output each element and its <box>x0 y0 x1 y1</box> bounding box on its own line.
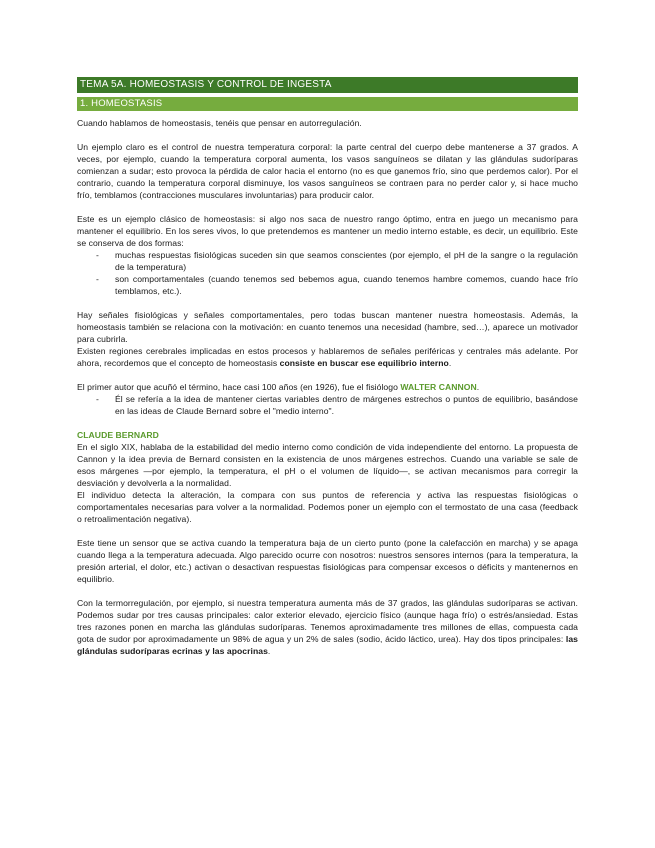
paragraph-signals: Hay señales fisiológicas y señales comportamentales, pero todas buscan mantener nuestra homeostasis. Además, la homeostasis también se relaciona con la motivación: en cuanto tenemos una necesidad (hambre, sed…), aparece un motivador para cubrirla. <box>77 310 578 344</box>
paragraph-bernard: En el siglo XIX, hablaba de la estabilidad del medio interno como condición de vida independiente del entorno. La propuesta de Cannon y la idea previa de Bernard consisten en la existencia de unos márgenes estrechos. Cuando una variable se sale de esos márgenes —por ejemplo, la temperatura, el pH o el volumen de líquido—, se activan mecanismos para corregir la desviación y devolverla a la normalidad. <box>77 442 578 488</box>
paragraph-individual: El individuo detecta la alteración, la compara con sus puntos de referencia y activa las respuestas fisiológicas o comportamentales necesarias para volver a la normalidad. Podemos poner un ejemplo con el termostato de una casa (feedback o retroalimentación negativa). <box>77 490 578 524</box>
list-cannon <box>77 393 578 417</box>
paragraph-thermoregulation: Con la termorregulación, por ejemplo, si nuestra temperatura aumenta más de 37 grados, las glándulas sudoríparas se activan. Podemos sudar por tres causas principales: calor exterior elevado, ejercicio físico (aunque haga frío) o estrés/ansiedad. Estas tres razones ponen en marcha las glándulas sudoríparas. Tenemos aproximadamente tres millones de ellas, compuesta cada gota de sudor por aproximadamente un 98% de agua y un 2% de sales (sodio, ácido láctico, urea). Hay dos tipos principales: las glándulas sudoríparas ecrinas y las apocrinas. <box>77 598 578 656</box>
bold-phrase: consiste en buscar ese equilibrio interno <box>279 358 449 368</box>
paragraph-intro: Cuando hablamos de homeostasis, tenéis que pensar en autorregulación. <box>77 118 362 128</box>
author-name: WALTER CANNON <box>400 382 477 392</box>
subheading-claude-bernard: CLAUDE BERNARD <box>77 430 159 440</box>
paragraph-thermostat: Este tiene un sensor que se activa cuando la temperatura baja de un cierto punto (pone la calefacción en marcha) y se apaga cuando llega a la temperatura adecuada. Algo parecido ocurre con nosotros: nuestros sensores internos (para la temperatura, la presión arterial, el dolor, etc.) activan o desactivan respuestas fisiológicas para compensar excesos o déficits y mantenernos en equilibrio. <box>77 538 578 584</box>
list-item: - muchas respuestas fisiológicas suceden sin que seamos conscientes (por ejemplo, el pH de la sangre o la regulación de la temperatura) <box>77 249 578 273</box>
section-heading-homeostasis: 1. HOMEOSTASIS <box>77 97 578 111</box>
document-content <box>77 77 578 657</box>
paragraph-brain-regions: Existen regiones cerebrales implicadas en estos procesos y hablaremos de señales periféricas y centrales más adelante. Por ahora, recordemos que el concepto de homeostasis consiste en buscar ese equilibrio interno. <box>77 346 578 368</box>
list-item: - son comportamentales (cuando tenemos sed bebemos agua, cuando tenemos hambre comemos, cuando hace frío temblamos, etc.). <box>77 273 578 297</box>
list-item: - Él se refería a la idea de mantener ciertas variables dentro de márgenes estrechos o puntos de equilibrio, basándose en las ideas de Claude Bernard sobre el "medio interno". <box>77 393 578 417</box>
paragraph-temperature: Un ejemplo claro es el control de nuestra temperatura corporal: la parte central del cuerpo debe mantenerse a 37 grados. A veces, por ejemplo, cuando la temperatura corporal aumenta, los vasos sanguíneos se dilatan y las glándulas sudoríparas comienzan a sudar; esto provoca la pérdida de calor hacia el entorno (no es que ganemos frío, sino que perdemos calor). Por el contrario, cuando la temperatura corporal disminuye, los vasos sanguíneos se contraen para no perder calor y, si hace mucho frío, temblamos (contracciones musculares involuntarias) para producir calor. <box>77 142 578 200</box>
paragraph-classic-example: Este es un ejemplo clásico de homeostasis: si algo nos saca de nuestro rango óptimo, entra en juego un mecanismo para mantener el equilibrio. En los seres vivos, lo que pretendemos es mantener un medio interno estable, es decir, un equilibrio. Este se conserva de dos formas: <box>77 214 578 248</box>
bold-phrase: las glándulas sudoríparas ecrinas y las apocrinas <box>77 634 578 656</box>
paragraph-first-author: El primer autor que acuñó el término, hace casi 100 años (en 1926), fue el fisiólogo WALTER CANNON. <box>77 382 480 392</box>
list-equilibrium-forms <box>77 249 578 297</box>
page-title: TEMA 5A. HOMEOSTASIS Y CONTROL DE INGESTA <box>77 77 578 93</box>
